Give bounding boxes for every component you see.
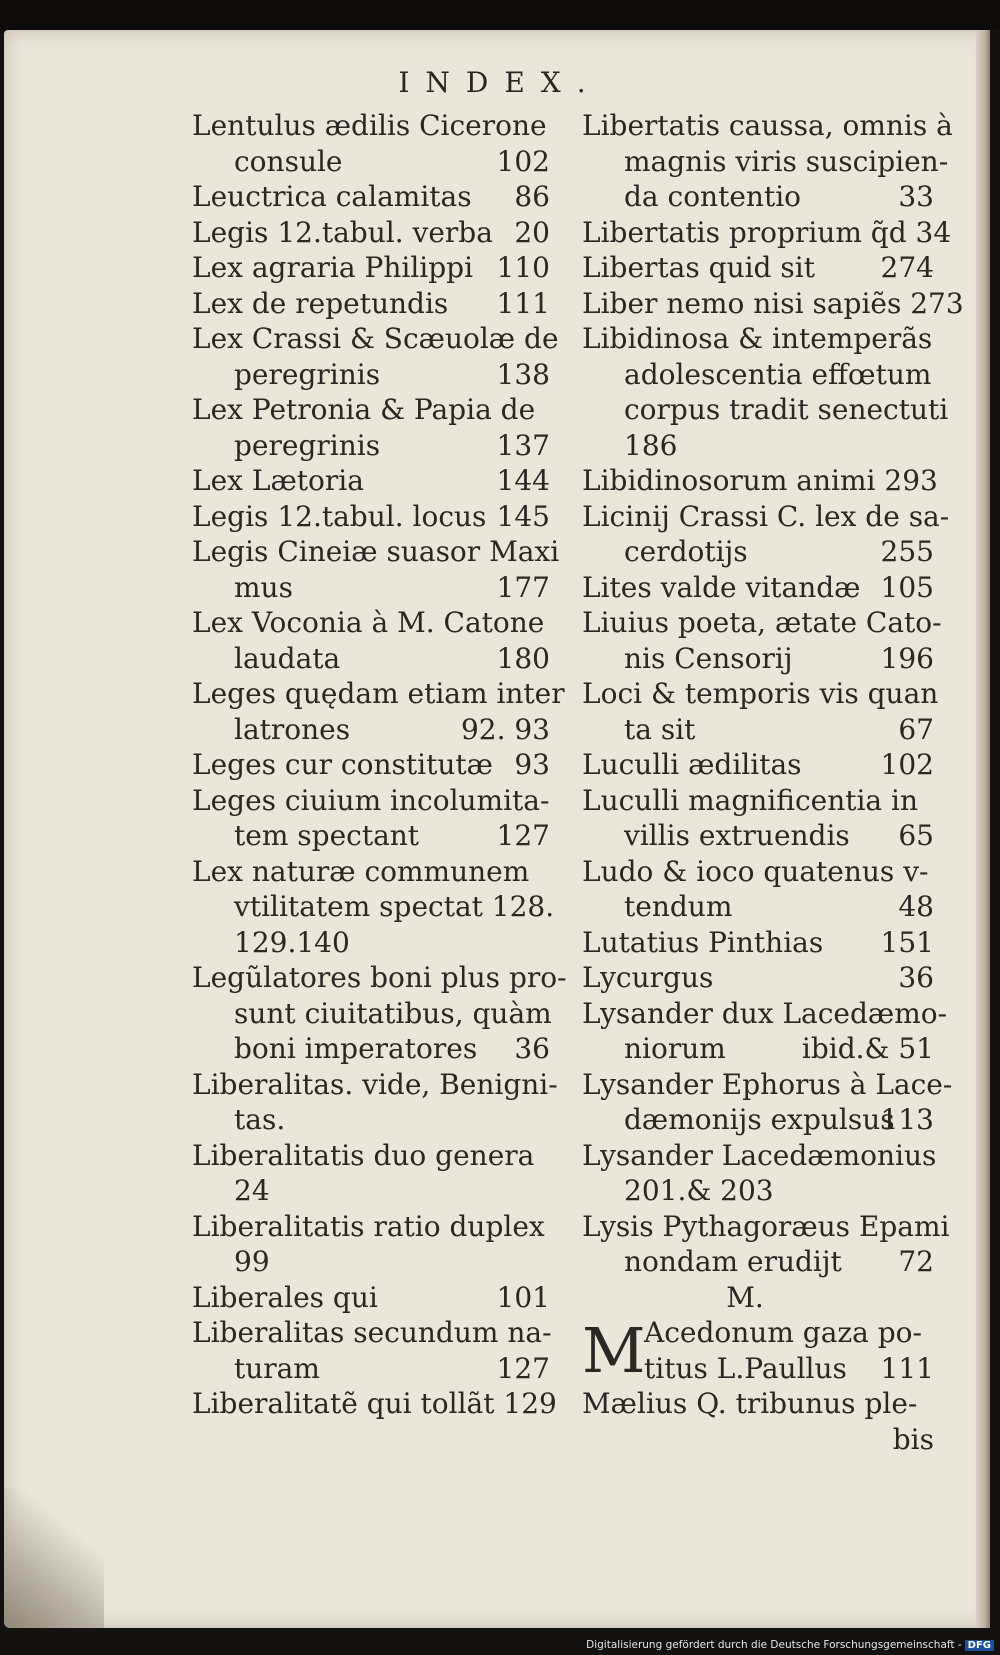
entry-text: Lex Petronia & Papia de <box>192 393 536 426</box>
entry-text: tas. <box>234 1103 286 1136</box>
entry-text: Leuctrica calamitas <box>192 180 472 213</box>
entry-text: Mælius Q. tribunus ple- <box>582 1387 918 1420</box>
entry-text: sunt ciuitatibus, quàm <box>234 996 552 1030</box>
entry-text: Lex Crassi & Scæuolæ de <box>192 322 559 355</box>
entry-text: Lex de repetundis <box>192 286 449 320</box>
page-ref: 102 <box>880 748 934 781</box>
entry-text: Luculli magnificentia in <box>582 783 919 817</box>
index-line <box>192 1031 564 1067</box>
page-ref: 92. 93 <box>460 712 550 746</box>
index-line <box>192 641 564 677</box>
page-ref: 145 <box>496 499 550 533</box>
index-line <box>582 179 948 215</box>
entry-text: corpus tradit senectuti <box>624 393 949 426</box>
entry-text: Liberales qui <box>192 1280 378 1314</box>
index-line <box>192 215 564 251</box>
index-line <box>192 676 564 712</box>
index-line <box>582 499 948 535</box>
index-line <box>192 286 564 322</box>
entry-text: Ludo & ioco quatenus v- <box>582 854 929 888</box>
entry-text: Lex Lætoria <box>192 464 364 497</box>
page-ref: ibid.& 51 <box>801 1032 934 1065</box>
entry-text: Lysander Lacedæmonius <box>582 1138 937 1172</box>
entry-text: boni imperatores <box>234 1032 478 1065</box>
index-line <box>192 428 564 464</box>
entry-text: cerdotijs <box>624 535 748 568</box>
page-ref: 48 <box>898 890 934 923</box>
index-line <box>192 1102 564 1138</box>
entry-text: Lex Voconia à M. Catone <box>192 606 545 639</box>
index-line <box>192 1351 564 1387</box>
index-line <box>192 321 564 357</box>
page-ref: 20 <box>514 215 550 249</box>
index-line <box>192 1138 564 1174</box>
page-ref: 36 <box>514 1032 550 1065</box>
page-ref: 67 <box>898 712 934 746</box>
index-line <box>192 144 564 180</box>
page-ref: 36 <box>898 961 934 994</box>
entry-text: Legis 12.tabul. verba <box>192 215 493 249</box>
index-line <box>192 1315 564 1351</box>
index-line <box>582 783 948 819</box>
page-ref: 86 <box>514 180 550 213</box>
page-ref: 127 <box>496 1351 550 1385</box>
index-line <box>582 960 948 996</box>
index-line <box>192 1280 564 1316</box>
entry-text: Liberalitatis ratio duplex <box>192 1209 545 1243</box>
entry-text: 24 <box>234 1174 270 1207</box>
index-line <box>582 925 948 961</box>
entry-text: Luculli ædilitas <box>582 748 802 781</box>
index-line <box>582 1102 948 1138</box>
entry-text: Loci & temporis vis quan <box>582 677 939 710</box>
page-ref: 113 <box>880 1103 934 1136</box>
page-ref: 144 <box>496 464 550 497</box>
index-line <box>582 996 948 1032</box>
index-line <box>192 1173 564 1209</box>
entry-text: villis extruendis <box>624 819 850 852</box>
entry-text: bis <box>892 1422 934 1456</box>
index-line <box>192 463 564 499</box>
entry-text: nis Censorij <box>624 641 793 675</box>
index-line <box>582 1209 948 1245</box>
index-line <box>582 215 952 251</box>
entry-text: adolescentia effœtum <box>624 357 932 391</box>
dfg-logo: DFG <box>965 1640 994 1651</box>
index-line <box>192 357 564 393</box>
entry-text: Lutatius Pinthias <box>582 925 824 959</box>
entry-text: Lex agraria Philippi <box>192 251 474 284</box>
credit-text: Digitalisierung gefördert durch die Deutsche Forschungsgemeinschaft - <box>586 1639 962 1651</box>
index-line <box>192 605 564 641</box>
index-line <box>582 1386 948 1422</box>
page-ref: 105 <box>880 570 934 604</box>
entry-text: Leges cur constitutæ <box>192 748 493 781</box>
index-line <box>192 1244 564 1280</box>
entry-text: Lysis Pythagoræus Epami <box>582 1209 950 1243</box>
entry-text: Liberalitas secundum na- <box>192 1316 552 1349</box>
page-ref: 72 <box>898 1245 934 1278</box>
entry-text: Lites valde vitandæ <box>582 570 861 604</box>
index-line <box>192 996 564 1032</box>
entry-line: Acedonum gaza po- <box>644 1316 922 1349</box>
page-ref: 101 <box>496 1280 550 1314</box>
index-line <box>582 286 964 322</box>
index-line <box>192 818 564 854</box>
index-line <box>192 747 564 783</box>
entry-text: laudata <box>234 641 341 675</box>
entry-text: Legis Cineiæ suasor Maxi <box>192 535 560 568</box>
entry-text: Liberalitatẽ qui tollãt 129 <box>192 1387 557 1420</box>
index-line <box>192 499 564 535</box>
page-ref: 110 <box>496 251 550 284</box>
entry-text: Leges ciuium incolumita- <box>192 783 550 817</box>
index-line <box>582 108 953 144</box>
dropcap-initial: M <box>582 1314 646 1387</box>
entry-text: dæmonijs expulsus <box>624 1103 895 1136</box>
entry-text: Lentulus ædilis Cicerone <box>192 109 547 142</box>
page-ref: 127 <box>496 819 550 852</box>
index-line <box>582 676 948 712</box>
entry-text: Liberalitatis duo genera <box>192 1138 535 1172</box>
entry-text: Liuius poeta, ætate Cato- <box>582 606 942 639</box>
entry-text: Libidinosa & intemperãs <box>582 322 933 355</box>
index-line <box>582 1067 953 1103</box>
index-line <box>192 250 564 286</box>
index-line <box>192 392 564 428</box>
index-line <box>192 179 564 215</box>
entry-text: tendum <box>624 890 733 923</box>
index-line <box>582 1173 948 1209</box>
page-ref: 196 <box>880 641 934 675</box>
entry-text: Legis 12.tabul. locus <box>192 499 487 533</box>
page-ref: 65 <box>898 819 934 852</box>
index-line <box>192 854 564 890</box>
index-line <box>192 925 564 961</box>
index-line <box>192 1386 564 1422</box>
page-ref: 111 <box>496 286 550 320</box>
entry-text: Legũlatores boni plus pro- <box>192 961 567 994</box>
entry-text: Libertatis proprium q̃d 34 <box>582 215 952 249</box>
entry-text: consule <box>234 144 343 178</box>
index-line <box>582 1244 948 1280</box>
entry-text: Leges quędam etiam inter <box>192 677 565 710</box>
index-line <box>192 1209 564 1245</box>
index-line <box>582 250 948 286</box>
entry-text: 186 <box>624 428 678 462</box>
page-ref: 102 <box>496 144 550 178</box>
page-ref: 111 <box>880 1351 934 1385</box>
page-title: INDEX. <box>398 66 602 99</box>
entry-text: Lex naturæ communem <box>192 854 530 888</box>
index-line <box>582 534 948 570</box>
entry-text: ta sit <box>624 712 696 746</box>
index-line <box>582 144 948 180</box>
entry-text: 201.& 203 <box>624 1174 774 1207</box>
entry-text: 129.140 <box>234 925 350 959</box>
index-line <box>582 392 948 428</box>
index-entry-macedonum <box>582 1315 948 1386</box>
index-line <box>582 641 948 677</box>
entry-text: Libertas quid sit <box>582 251 815 284</box>
section-letter: M. <box>726 1280 764 1314</box>
index-left-column <box>192 108 567 1422</box>
index-line <box>582 463 948 499</box>
page-ref: 180 <box>496 641 550 675</box>
entry-text: Liberalitas. vide, Benigni- <box>192 1067 558 1101</box>
entry-text: latrones <box>234 712 351 746</box>
entry-text: Lycurgus <box>582 961 714 994</box>
page-curl <box>4 1488 104 1628</box>
entry-text: magnis viris suscipien- <box>624 144 949 178</box>
index-line <box>582 747 948 783</box>
entry-line: titus L.Paullus <box>644 1351 847 1385</box>
page-edge <box>976 30 990 1628</box>
page-ref: 93 <box>514 748 550 781</box>
digitization-credit <box>586 1639 994 1651</box>
page-ref: 274 <box>880 251 934 284</box>
entry-text: 99 <box>234 1245 270 1278</box>
entry-text: Licinij Crassi C. lex de sa- <box>582 499 950 533</box>
page-ref: 138 <box>496 357 550 391</box>
index-line <box>582 570 948 606</box>
index-line <box>582 818 948 854</box>
index-line <box>582 854 948 890</box>
page-ref: 33 <box>898 180 934 213</box>
entry-text: Libidinosorum animi 293 <box>582 464 938 497</box>
entry-text: Lysander dux Lacedæmo- <box>582 996 948 1030</box>
entry-text: mus <box>234 570 293 604</box>
entry-text: vtilitatem spectat 128. <box>234 890 555 923</box>
index-line <box>582 712 948 748</box>
index-line <box>192 570 564 606</box>
entry-text: Libertatis caussa, omnis à <box>582 109 953 142</box>
entry-text: nondam erudijt <box>624 1245 842 1278</box>
entry-text: turam <box>234 1351 320 1385</box>
page-ref: 255 <box>880 535 934 568</box>
index-line <box>582 357 948 393</box>
index-line <box>192 712 564 748</box>
entry-text: peregrinis <box>234 357 381 391</box>
entry-text: peregrinis <box>234 428 381 462</box>
entry-text: tem spectant <box>234 819 420 852</box>
index-line <box>582 1031 948 1067</box>
index-line <box>582 1422 948 1458</box>
index-line <box>582 321 948 357</box>
index-line <box>192 108 564 144</box>
entry-text: Lysander Ephorus à Lace- <box>582 1067 953 1101</box>
page-ref: 177 <box>496 570 550 604</box>
index-right-column <box>582 108 964 1457</box>
index-line <box>192 783 564 819</box>
page-ref: 137 <box>496 428 550 462</box>
index-line <box>192 534 564 570</box>
entry-text: Liber nemo nisi sapiẽs 273 <box>582 286 964 320</box>
entry-text: niorum <box>624 1032 726 1065</box>
index-line <box>582 1138 948 1174</box>
index-line <box>192 1067 564 1103</box>
page-ref: 151 <box>880 925 934 959</box>
top-dark-band <box>0 0 1000 30</box>
index-line <box>582 428 948 464</box>
entry-text: da contentio <box>624 180 802 213</box>
index-line <box>192 889 564 925</box>
index-line <box>192 960 567 996</box>
index-line <box>582 605 948 641</box>
index-line <box>582 889 948 925</box>
